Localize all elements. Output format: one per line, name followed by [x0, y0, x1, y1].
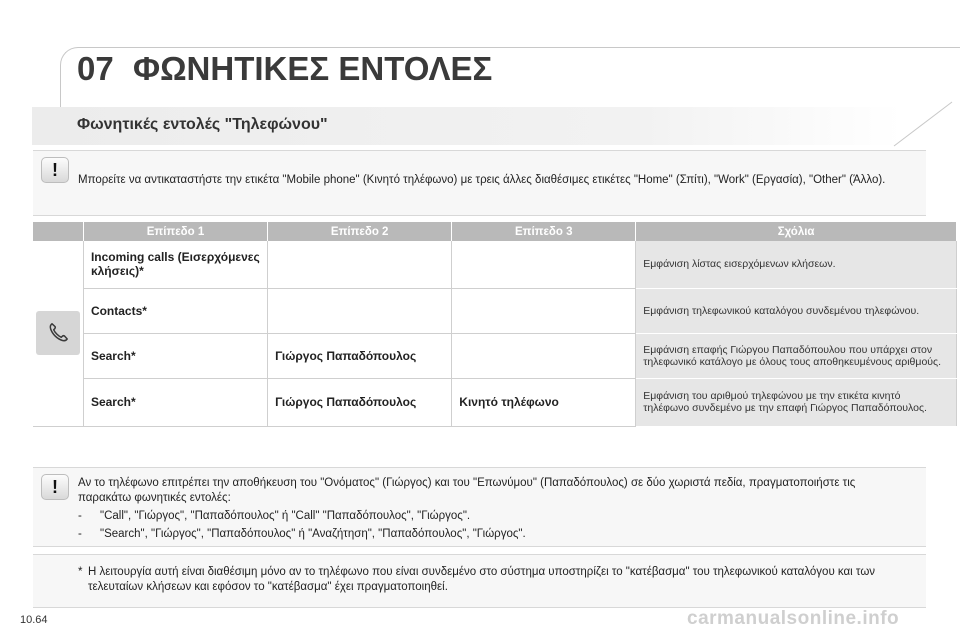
row3-comment: Εμφάνιση επαφής Γιώργου Παπαδόπουλου που υπάρχει στον τηλεφωνικό κατάλογο με όλους τους αποθηκευμένους αριθμούς. — [636, 333, 957, 378]
bullet-dash: - — [78, 510, 82, 522]
section-title: Φωνητικές εντολές "Τηλεφώνου" — [77, 116, 328, 133]
table-row — [33, 241, 957, 288]
phone-icon — [36, 311, 80, 355]
table-row — [33, 378, 957, 426]
row1-level-3 — [452, 241, 636, 288]
header-comments: Σχόλια — [636, 222, 957, 241]
row4-level-1: Search* — [83, 378, 267, 426]
table-row — [33, 333, 957, 378]
row2-level-3 — [452, 288, 636, 333]
chapter-number: 07 — [77, 50, 114, 87]
bullet-dash: - — [78, 528, 82, 540]
header-level-1: Επίπεδο 1 — [83, 222, 267, 241]
row2-level-1: Contacts* — [83, 288, 267, 333]
row3-level-1: Search* — [83, 333, 267, 378]
label-note — [33, 150, 926, 216]
bullet-text: "Call", "Γιώργος", "Παπαδόπουλος" ή "Call" "Παπαδόπουλος", "Γιώργος". — [100, 510, 471, 522]
list-item — [78, 527, 908, 542]
footnote-marker: * — [78, 566, 83, 578]
name-fields-note — [33, 467, 926, 547]
chapter-title: ΦΩΝΗΤΙΚΕΣ ΕΝΤΟΛΕΣ — [133, 50, 493, 87]
table-row — [33, 288, 957, 333]
row1-level-2 — [268, 241, 452, 288]
list-item — [78, 509, 908, 524]
header-level-2: Επίπεδο 2 — [268, 222, 452, 241]
note-text — [78, 476, 908, 542]
bullet-text: "Search", "Γιώργος", "Παπαδόπουλος" ή "Αναζήτηση", "Παπαδόπουλος", "Γιώργος". — [100, 528, 526, 540]
warning-icon: ! — [41, 157, 69, 183]
note-text: Μπορείτε να αντικαταστήστε την ετικέτα "Mobile phone" (Κινητό τηλέφωνο) με τρεις άλλες διαθέσιμες ετικέτες "Home" (Σπίτι), "Work" (Εργασία), "Other" (Άλλο). — [78, 174, 886, 186]
row4-level-2: Γιώργος Παπαδόπουλος — [268, 378, 452, 426]
row3-level-3 — [452, 333, 636, 378]
phone-icon-cell — [33, 241, 83, 426]
row1-comment: Εμφάνιση λίστας εισερχόμενων κλήσεων. — [636, 241, 957, 288]
footnote-text: Η λειτουργία αυτή είναι διαθέσιμη μόνο αν το τηλέφωνο που είναι συνδεμένο στο σύστημα υποστηρίζει το "κατέβασμα" του τηλεφωνικού καταλόγου και των τελευταίων κλήσεων και εφόσον το "κατέβασμα" έχει πραγματοποιηθεί. — [88, 566, 876, 593]
row1-level-1: Incoming calls (Εισερχόμενες κλήσεις)* — [83, 241, 267, 288]
note-intro: Αν το τηλέφωνο επιτρέπει την αποθήκευση του "Ονόματος" (Γιώργος) και του "Επωνύμου" (Παπαδόπουλος) σε δύο χωριστά πεδία, πραγματοποιήστε τις παρακάτω φωνητικές εντολές: — [78, 477, 856, 504]
row3-level-2: Γιώργος Παπαδόπουλος — [268, 333, 452, 378]
page-number: 10.64 — [20, 614, 48, 626]
section-corner-decoration — [890, 98, 960, 150]
header-level-3: Επίπεδο 3 — [452, 222, 636, 241]
row4-comment: Εμφάνιση του αριθμού τηλεφώνου με την ετικέτα κινητό τηλέφωνο συνδεμένο με την επαφή Γιώργος Παπαδόπουλος. — [636, 378, 957, 426]
footnote-line — [78, 565, 908, 595]
voice-command-table — [33, 222, 957, 427]
row2-level-2 — [268, 288, 452, 333]
row4-level-3: Κινητό τηλέφωνο — [452, 378, 636, 426]
footnote — [33, 554, 926, 608]
icon-header — [33, 222, 83, 241]
row2-comment: Εμφάνιση τηλεφωνικού καταλόγου συνδεμένου τηλεφώνου. — [636, 288, 957, 333]
warning-icon: ! — [41, 474, 69, 500]
watermark: carmanualsonline.info — [687, 608, 900, 629]
